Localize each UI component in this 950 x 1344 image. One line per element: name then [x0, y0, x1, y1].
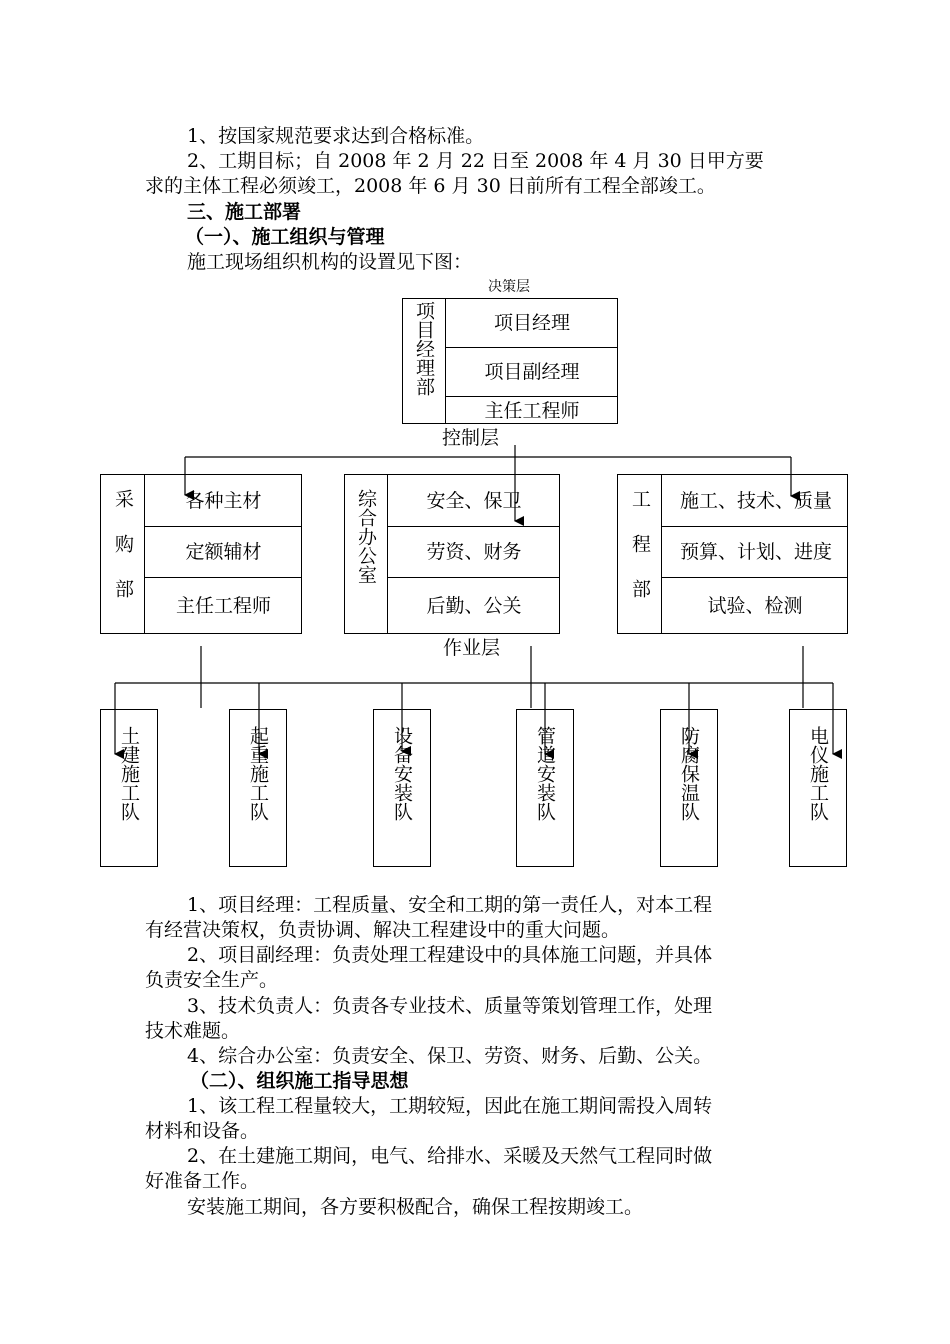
subsection-heading-1: （一）、施工组织与管理: [185, 226, 385, 248]
duty-pm-2: 有经营决策权，负责协调、解决工程建设中的重大问题。: [145, 919, 621, 941]
team-label-3: 设备安装队: [391, 726, 413, 821]
team-label-6: 电仪施工队: [807, 726, 829, 821]
team-label-2: 起重施工队: [247, 726, 269, 821]
duty-pm-1: 1、项目经理：工程质量、安全和工期的第一责任人，对本工程: [187, 894, 713, 916]
team-box-3: [373, 709, 431, 867]
team-label-1: 土建施工队: [118, 726, 140, 821]
pm-cell-3: 主任工程师: [484, 399, 580, 422]
team-box-4: [516, 709, 574, 867]
subsection-heading-2: （二）、组织施工指导思想: [190, 1070, 409, 1092]
engineering-box: [617, 474, 848, 634]
team-label-4: 管道安装队: [534, 726, 556, 821]
guide-2b: 好准备工作。: [145, 1170, 260, 1192]
guide-2a: 2、在土建施工期间，电气、给排水、采暖及天然气工程同时做: [187, 1145, 713, 1167]
office-cell-2: 劳资、财务: [426, 541, 522, 563]
pm-cell-2: 项目副经理: [484, 361, 580, 383]
duty-office: 4、综合办公室：负责安全、保卫、劳资、财务、后勤、公关。: [187, 1045, 713, 1067]
pm-group-box: [402, 298, 618, 424]
paragraph-standard: 1、按国家规范要求达到合格标准。: [187, 125, 485, 147]
team-box-5: [660, 709, 718, 867]
engineering-cell-1: 施工、技术、质量: [679, 489, 832, 512]
duty-tech-1: 3、技术负责人：负责各专业技术、质量等策划管理工作，处理: [187, 995, 713, 1017]
engineering-side-label: 工程部: [629, 489, 651, 624]
guide-1b: 材料和设备。: [145, 1120, 260, 1142]
work-layer-label: 作业层: [443, 637, 501, 659]
procurement-cell-3: 主任工程师: [175, 594, 271, 617]
section-heading: 三、施工部署: [187, 201, 302, 223]
decision-layer-label: 决策层: [488, 279, 530, 295]
pm-cell-1: 项目经理: [493, 312, 570, 334]
engineering-cell-3: 试验、检测: [707, 594, 803, 617]
intro-text: 施工现场组织机构的设置见下图：: [187, 251, 473, 273]
guide-1a: 1、该工程工程量较大，工期较短，因此在施工期间需投入周转: [187, 1095, 713, 1117]
procurement-box: [100, 474, 302, 634]
duty-tech-2: 技术难题。: [145, 1020, 241, 1042]
pm-group-side-label: 项目经理部: [413, 301, 435, 396]
guide-3: 安装施工期间，各方要积极配合，确保工程按期竣工。: [187, 1196, 644, 1218]
procurement-side-label: 采购部: [112, 489, 134, 624]
office-side-label: 综合办公室: [355, 489, 377, 584]
office-box: [344, 474, 560, 634]
office-cell-1: 安全、保卫: [426, 489, 522, 512]
procurement-cell-2: 定额辅材: [185, 541, 262, 563]
team-box-6: [789, 709, 847, 867]
office-cell-3: 后勤、公关: [426, 594, 522, 617]
team-box-2: [229, 709, 287, 867]
engineering-cell-2: 预算、计划、进度: [679, 541, 832, 563]
duty-deputy-2: 负责安全生产。: [145, 969, 279, 991]
team-label-5: 防腐保温队: [678, 726, 700, 821]
duty-deputy-1: 2、项目副经理：负责处理工程建设中的具体施工问题，并具体: [187, 944, 713, 966]
team-box-1: [100, 709, 158, 867]
paragraph-schedule-2: 求的主体工程必须竣工，2008 年 6 月 30 日前所有工程全部竣工。: [145, 175, 716, 197]
control-layer-label: 控制层: [442, 427, 500, 449]
paragraph-schedule-1: 2、工期目标；自 2008 年 2 月 22 日至 2008 年 4 月 30 日甲方要: [187, 150, 764, 172]
procurement-cell-1: 各种主材: [185, 489, 262, 512]
